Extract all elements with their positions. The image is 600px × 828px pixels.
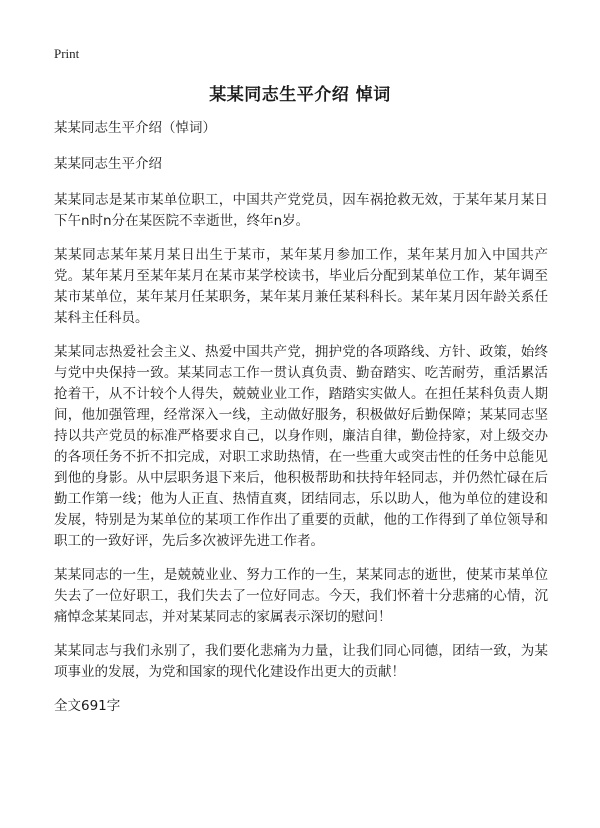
paragraph-career: 某某同志某年某月某日出生于某市，某年某月参加工作，某年某月加入中国共产党。某年某月至某年某月在某市某学校读书，毕业后分配到某单位工作，某年调至某市某单位，某年某月任某职务，某年某月兼任某科科长。某年某月因年龄关系任某科主任科员。 — [54, 247, 548, 326]
subtitle-line: 某某同志生平介绍（悼词） — [54, 120, 216, 136]
document-body — [54, 118, 548, 717]
word-count: 全文691字 — [54, 698, 121, 714]
paragraph-closing: 某某同志与我们永别了，我们要化悲痛为力量，让我们同心同德，团结一致，为某项事业的发展，为党和国家的现代化建设作出更大的贡献！ — [54, 643, 548, 680]
section-heading: 某某同志生平介绍 — [54, 156, 162, 172]
paragraph-death-notice: 某某同志是某市某单位职工，中国共产党党员，因车祸抢救无效，于某年某月某日下午n时n分在某医院不幸逝世，终年n岁。 — [54, 192, 548, 229]
paragraph-tribute: 某某同志的一生，是兢兢业业、努力工作的一生，某某同志的逝世，使某市某单位失去了一位好职工，我们失去了一位好同志。今天，我们怀着十分悲痛的心情，沉痛悼念某某同志，并对某某同志的家属表示深切的慰问！ — [54, 567, 548, 625]
print-link[interactable]: Print — [54, 46, 80, 61]
paragraph-character: 某某同志热爱社会主义、热爱中国共产党，拥护党的各项路线、方针、政策，始终与党中央保持一致。某某同志工作一贯认真负责、勤奋踏实、吃苦耐劳，重活累活抢着干，从不计较个人得失，兢兢业业工作，踏踏实实做人。在担任某科负责人期间，他加强管理，经常深入一线，主动做好服务，积极做好后勤保障；某某同志坚持以共产党员的标准严格要求自己，以身作则，廉洁自律，勤俭持家，对上级交办的各项任务不折不扣完成，对职工求助热情，在一些重大或突击性的任务中总能见到他的身影。从中层职务退下来后，他积极帮助和扶持年轻同志，并仍然忙碌在后勤工作第一线；他为人正直、热情直爽，团结同志，乐以助人，他为单位的建设和发展，特别是为某单位的某项工作作出了重要的贡献，他的工作得到了单位领导和职工的一致好评，先后多次被评先进工作者。 — [54, 344, 548, 549]
document-title: 某某同志生平介绍 悼词 — [209, 85, 391, 105]
